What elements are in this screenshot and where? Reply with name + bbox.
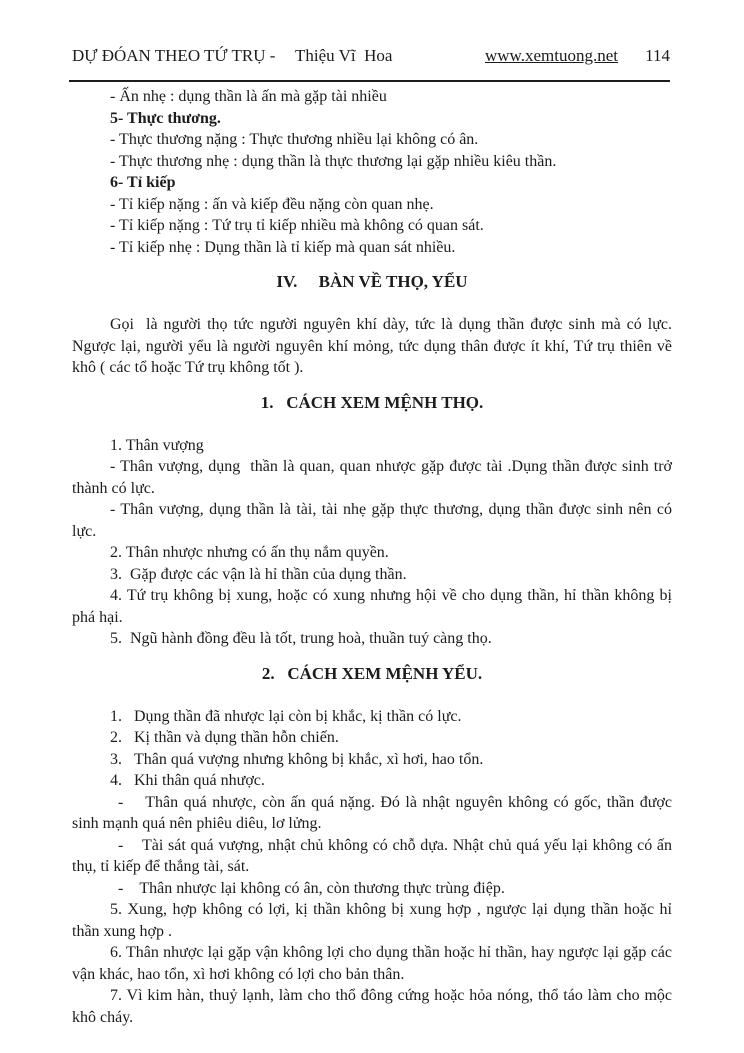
list-item: 1. Dụng thần đã nhược lại còn bị khắc, kị thần có lực.: [110, 707, 462, 725]
body-line: - Tỉ kiếp nặng : Tứ trụ tỉ kiếp nhiều mà không có quan sát.: [110, 217, 484, 234]
body-paragraph: 6. Thân nhược lại gặp vận không lợi cho dụng thần hoặc hỉ thần, hay ngược lại gặp các vận khác, hao tổn, xì hơi không có lợi cho bản thân.: [72, 944, 672, 983]
body-paragraph: - Thân vượng, dụng thần là tài, tài nhẹ gặp thực thương, dụng thần được sinh nên có lực.: [72, 501, 672, 540]
body-line: - Tỉ kiếp nặng : ấn và kiếp đều nặng còn quan nhẹ.: [110, 195, 434, 213]
author-name: Thiệu Vĩ Hoa: [295, 46, 393, 65]
section-heading-1: 1. CÁCH XEM MỆNH THỌ.: [260, 392, 484, 412]
body-line: - Thực thương nhẹ : dụng thần là thực thương lại gặp nhiều kiêu thần.: [110, 152, 557, 170]
body-paragraph: 4. Tứ trụ không bị xung, hoặc có xung nhưng hội về cho dụng thần, hỉ thần không bị phá hại.: [72, 587, 672, 626]
website-link: www.xemtuong.net: [485, 46, 618, 65]
body-paragraph: 5. Xung, hợp không có lợi, kị thần không bị xung hợp , ngược lại dụng thần hoặc hỉ thần xung hợp .: [72, 901, 672, 940]
subsection-label: 5- Thực thương.: [110, 109, 221, 127]
list-item: 2. Kị thần và dụng thần hỗn chiến.: [110, 729, 339, 746]
page-body: [72, 86, 672, 1028]
section-heading-iv: IV. BÀN VỀ THỌ, YỂU: [276, 272, 468, 291]
body-line: 5. Ngũ hành đồng đều là tốt, trung hoà, thuần tuý càng thọ.: [110, 630, 492, 647]
body-line: 3. Gặp được các vận là hỉ thần của dụng thần.: [110, 565, 407, 583]
list-item: 4. Khi thân quá nhược.: [110, 772, 265, 789]
dash-paragraph: - Thân quá nhược, còn ấn quá nặng. Đó là nhật nguyên không có gốc, thần được sinh mạnh quá nên phiêu diêu, lơ lửng.: [72, 793, 672, 832]
body-paragraph: - Thân vượng, dụng thần là quan, quan nhược gặp được tài .Dụng thần được sinh trở thành có lực.: [72, 458, 672, 497]
body-paragraph: 7. Vì kim hàn, thuỷ lạnh, làm cho thổ đông cứng hoặc hỏa nóng, thổ táo làm cho mộc khô cháy.: [72, 987, 672, 1026]
subsection-label: 6- Tỉ kiếp: [110, 174, 176, 191]
book-title: DỰ ĐÓAN THEO TỨ TRỤ -: [72, 46, 276, 65]
page-header: [72, 46, 670, 70]
page-number: 114: [645, 46, 670, 65]
body-line: - Ấn nhẹ : dụng thần là ấn mà gặp tài nhiều: [110, 88, 387, 105]
dash-paragraph: - Tài sát quá vượng, nhật chủ không có chỗ dựa. Nhật chủ quá yếu lại không có ấn thụ, tỉ kiếp để thắng tài, sát.: [72, 836, 672, 875]
section-heading-2: 2. CÁCH XEM MỆNH YỂU.: [261, 663, 483, 683]
body-line: 1. Thân vượng: [110, 436, 204, 454]
body-line: - Thực thương nặng : Thực thương nhiều lại không có ân.: [110, 131, 479, 148]
body-line: 2. Thân nhược nhưng có ấn thụ nắm quyền.: [110, 544, 389, 561]
dash-line: - Thân nhược lại không có ân, còn thương thực trùng điệp.: [118, 879, 505, 897]
body-paragraph: Gọi là người thọ tức người nguyên khí dày, tức là dụng thần được sinh mà có lực. Ngược lại, người yểu là người nguyên khí mỏng, tức dụng thân được ít khí, Tứ trụ thiên về khô ( các tổ hoặc Tứ trụ không tốt ).: [72, 316, 672, 376]
list-item: 3. Thân quá vượng nhưng không bị khắc, xì hơi, hao tổn.: [110, 750, 484, 768]
header-rule: [69, 80, 670, 82]
body-line: - Tỉ kiếp nhẹ : Dụng thần là tỉ kiếp mà quan sát nhiều.: [110, 238, 456, 256]
